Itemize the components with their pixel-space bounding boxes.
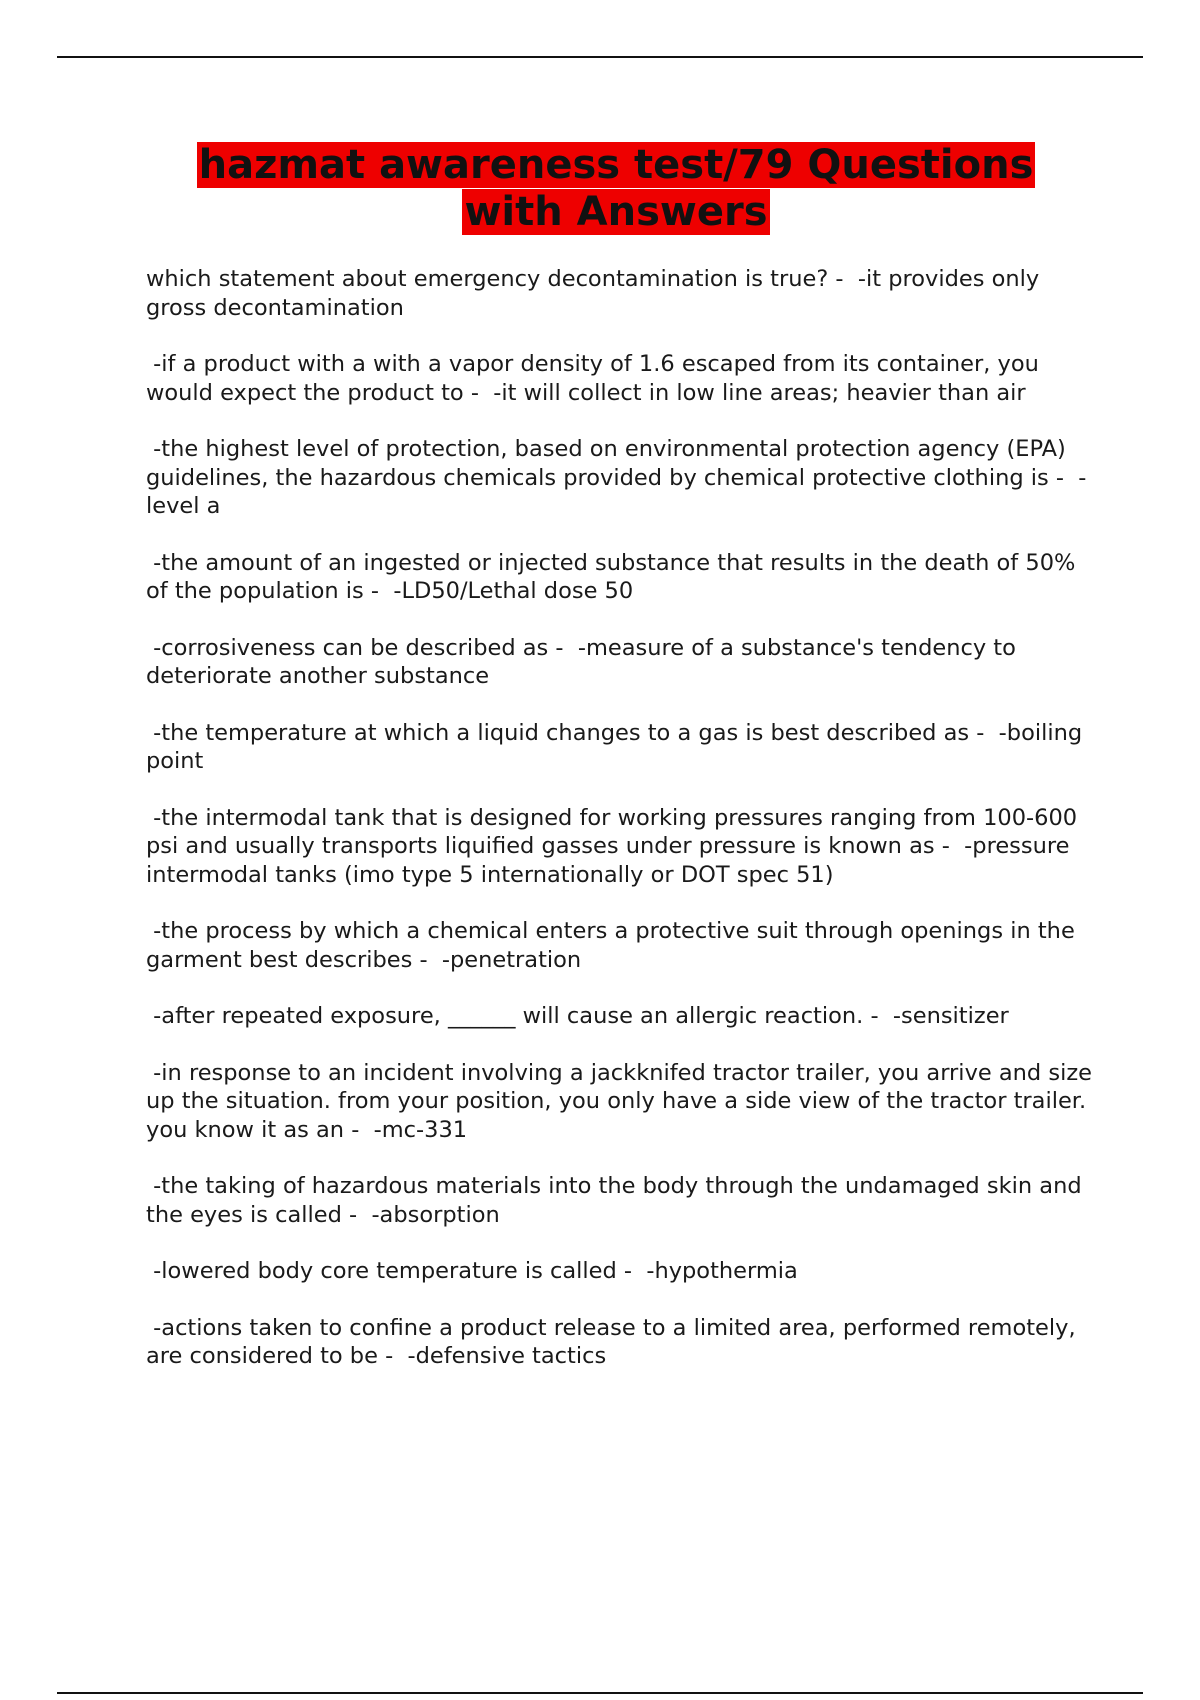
- qa-item: -after repeated exposure, ______ will cause an allergic reaction. - -sensitizer: [146, 1003, 1009, 1029]
- title-block: [146, 142, 1086, 236]
- page-header-rule: [57, 56, 1143, 58]
- page-footer-rule: [57, 1692, 1143, 1694]
- qa-item: -the highest level of protection, based on environmental protection agency (EPA) guidelines, the hazardous chemicals provided by chemical protective clothing is - -level a: [146, 436, 1087, 519]
- qa-item: which statement about emergency decontamination is true? - -it provides only gross decontamination: [146, 266, 1047, 321]
- qa-item: -the amount of an ingested or injected substance that results in the death of 50% of the population is - -LD50/Lethal dose 50: [146, 549, 1083, 604]
- qa-item: -if a product with a with a vapor density of 1.6 escaped from its container, you would expect the product to - -it will collect in low line areas; heavier than air: [146, 351, 1047, 406]
- document-title: hazmat awareness test/79 Questions with Answers: [198, 142, 1034, 235]
- qa-list: [146, 265, 1100, 1399]
- qa-item: -the taking of hazardous materials into the body through the undamaged skin and the eyes is called - -absorption: [146, 1173, 1089, 1228]
- qa-item: -the temperature at which a liquid changes to a gas is best described as - -boiling point: [146, 719, 1090, 774]
- qa-item: -in response to an incident involving a jackknifed tractor trailer, you arrive and size up the situation. from your position, you only have a side view of the tractor trailer. you know it as an - -mc-331: [146, 1059, 1100, 1143]
- qa-item: -lowered body core temperature is called - -hypothermia: [146, 1258, 798, 1284]
- qa-item: -corrosiveness can be described as - -measure of a substance's tendency to deteriorate another substance: [146, 634, 1024, 689]
- qa-item: -the intermodal tank that is designed for working pressures ranging from 100-600 psi and usually transports liquified gasses under pressure is known as - -pressure intermodal tanks (imo type 5 internationally or DOT spec 51): [146, 804, 1085, 888]
- qa-item: -the process by which a chemical enters a protective suit through openings in the garment best describes - -penetration: [146, 918, 1082, 973]
- qa-item: -actions taken to confine a product release to a limited area, performed remotely, are considered to be - -defensive tactics: [146, 1314, 1083, 1369]
